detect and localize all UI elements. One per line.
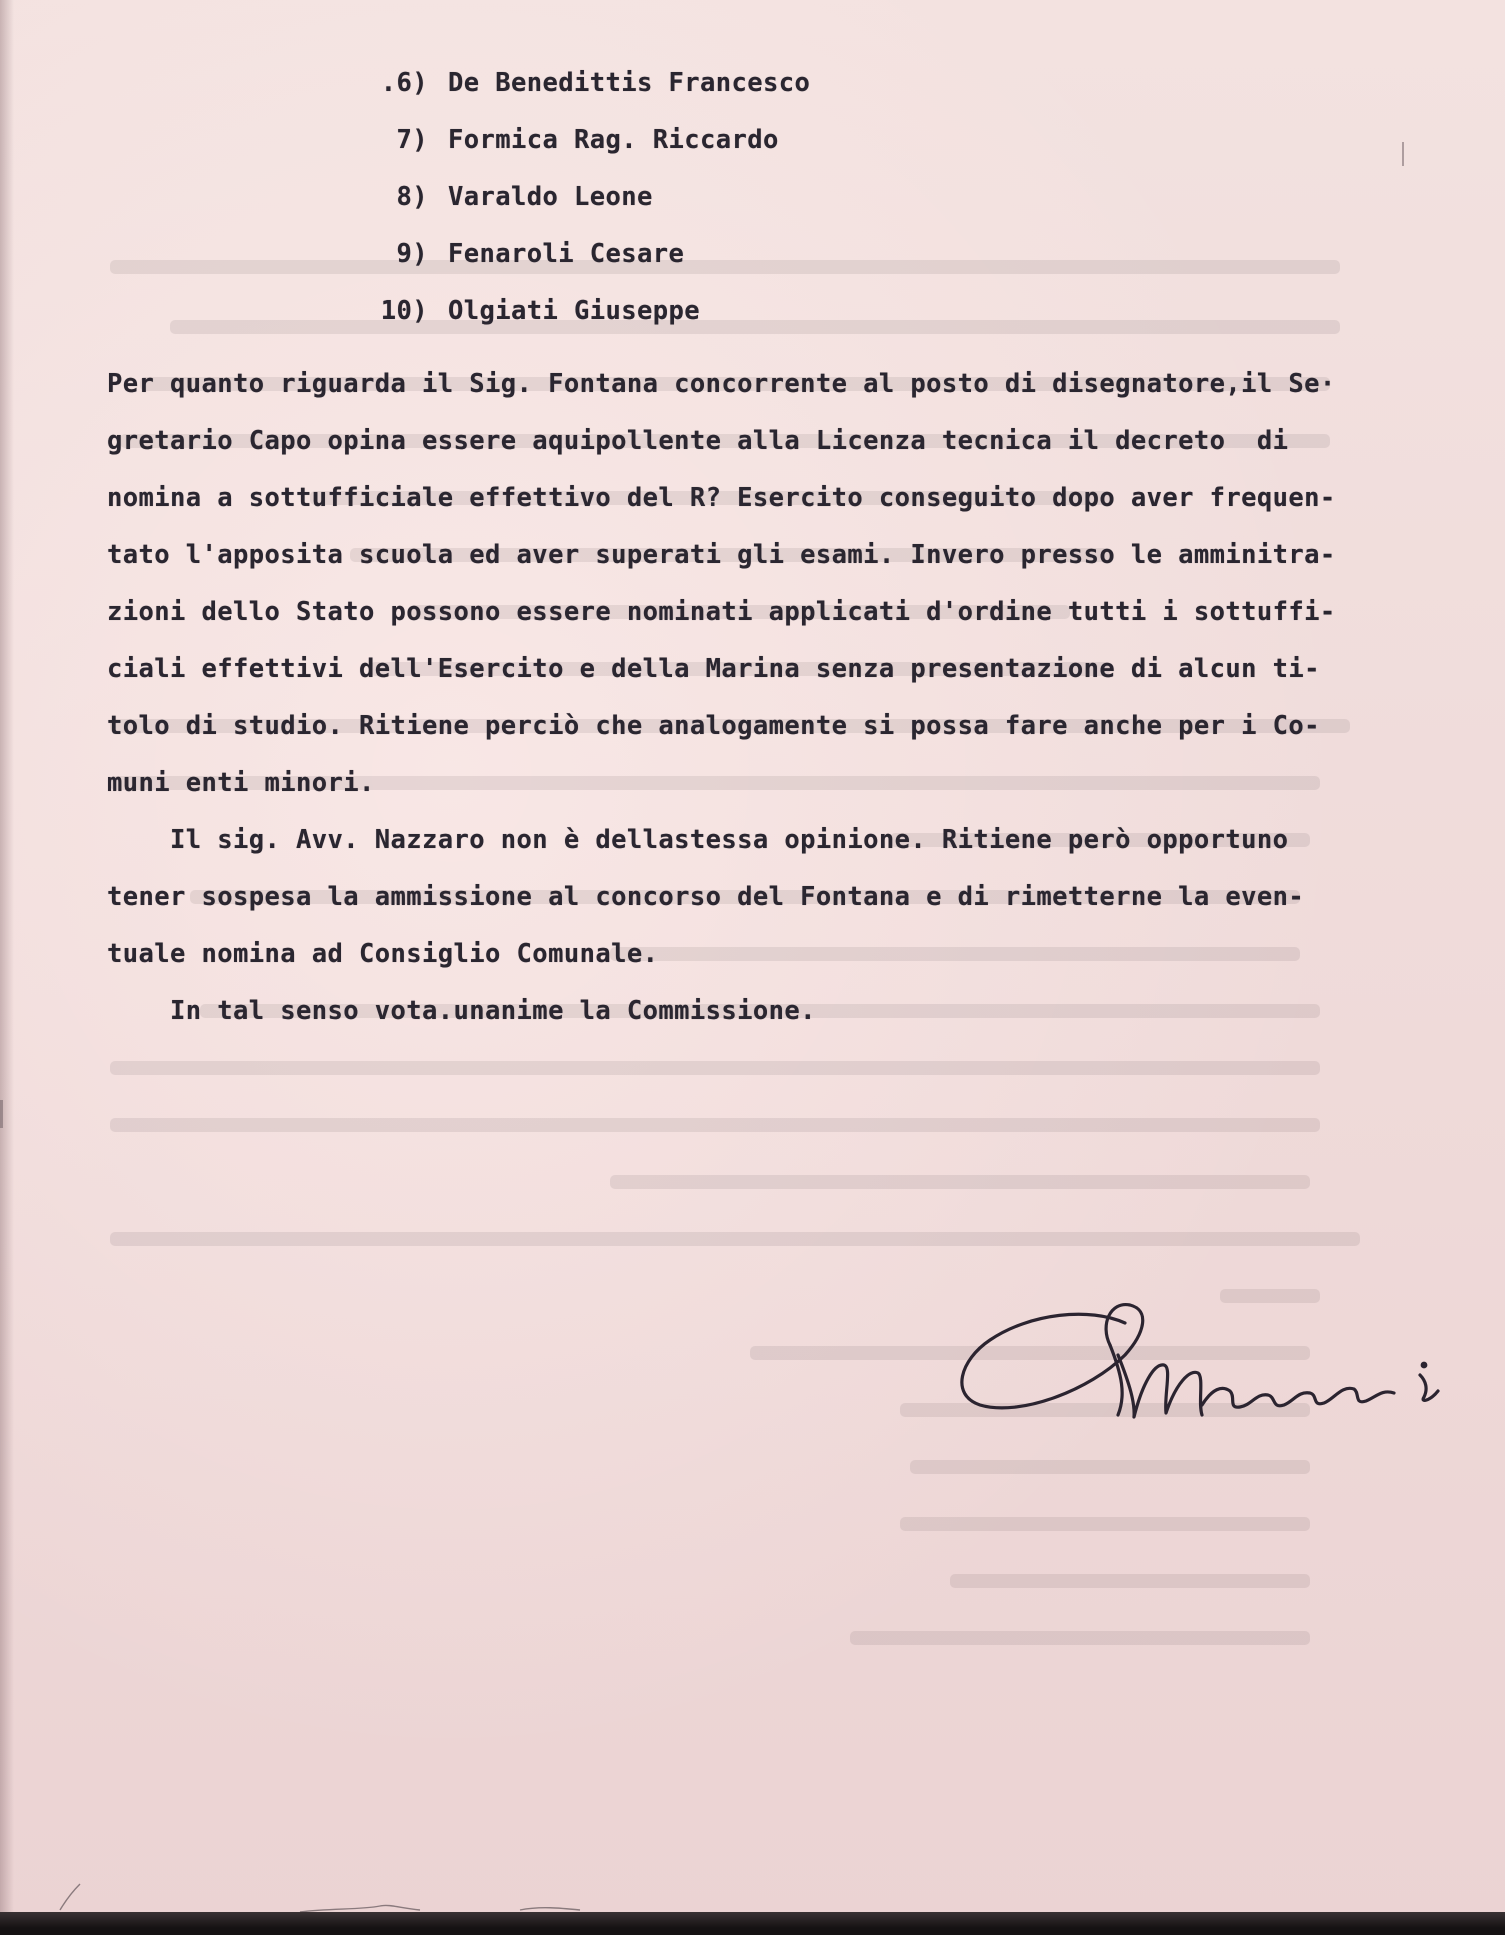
list-item-number: 10) bbox=[380, 296, 428, 326]
bottom-edge-debris bbox=[0, 1870, 1505, 1915]
list-item-number: 8) bbox=[396, 182, 428, 212]
text-line: muni enti minori. bbox=[107, 768, 375, 798]
text-line: tato l'apposita scuola ed aver superati gli esami. Invero presso le amminitra- bbox=[107, 540, 1336, 570]
text-line: tolo di studio. Ritiene perciò che analogamente si possa fare anche per i Co- bbox=[107, 711, 1320, 741]
list-item-name: Fenaroli Cesare bbox=[448, 239, 685, 269]
paragraph-nazzaro bbox=[107, 812, 1447, 983]
paper-mark bbox=[1402, 142, 1404, 166]
candidate-list bbox=[370, 68, 810, 353]
page-left-edge-shadow bbox=[0, 0, 14, 1935]
scan-bottom-edge bbox=[0, 1912, 1505, 1935]
handwritten-signature bbox=[950, 1285, 1470, 1435]
text-line: ciali effettivi dell'Esercito e della Marina senza presentazione di alcun ti- bbox=[107, 654, 1320, 684]
list-item bbox=[370, 125, 810, 182]
text-line: gretario Capo opina essere aquipollente alla Licenza tecnica il decreto di bbox=[107, 426, 1289, 456]
list-item-name: Varaldo Leone bbox=[448, 182, 653, 212]
list-item bbox=[370, 239, 810, 296]
paper-mark bbox=[0, 1100, 3, 1128]
text-line: In tal senso vota.unanime la Commissione. bbox=[107, 996, 816, 1026]
text-line: zioni dello Stato possono essere nominati applicati d'ordine tutti i sottuffi- bbox=[107, 597, 1336, 627]
text-line: nomina a sottufficiale effettivo del R? Esercito conseguito dopo aver frequen- bbox=[107, 483, 1336, 513]
list-item-number: .6) bbox=[380, 68, 428, 98]
list-item-number: 9) bbox=[396, 239, 428, 269]
list-item bbox=[370, 182, 810, 239]
text-line: tuale nomina ad Consiglio Comunale. bbox=[107, 939, 659, 969]
paragraph-fontana bbox=[107, 356, 1447, 812]
list-item-name: De Benedittis Francesco bbox=[448, 68, 811, 98]
paragraph-vote bbox=[107, 983, 1447, 1040]
text-line: Per quanto riguarda il Sig. Fontana concorrente al posto di disegnatore,il Se· bbox=[107, 369, 1336, 399]
text-line: tener sospesa la ammissione al concorso del Fontana e di rimetterne la even- bbox=[107, 882, 1305, 912]
list-item-name: Olgiati Giuseppe bbox=[448, 296, 701, 326]
list-item-name: Formica Rag. Riccardo bbox=[448, 125, 779, 155]
text-line: Il sig. Avv. Nazzaro non è dellastessa opinione. Ritiene però opportuno bbox=[107, 825, 1289, 855]
list-item-number: 7) bbox=[396, 125, 428, 155]
body-text bbox=[107, 356, 1447, 1040]
list-item bbox=[370, 296, 810, 353]
list-item bbox=[370, 68, 810, 125]
